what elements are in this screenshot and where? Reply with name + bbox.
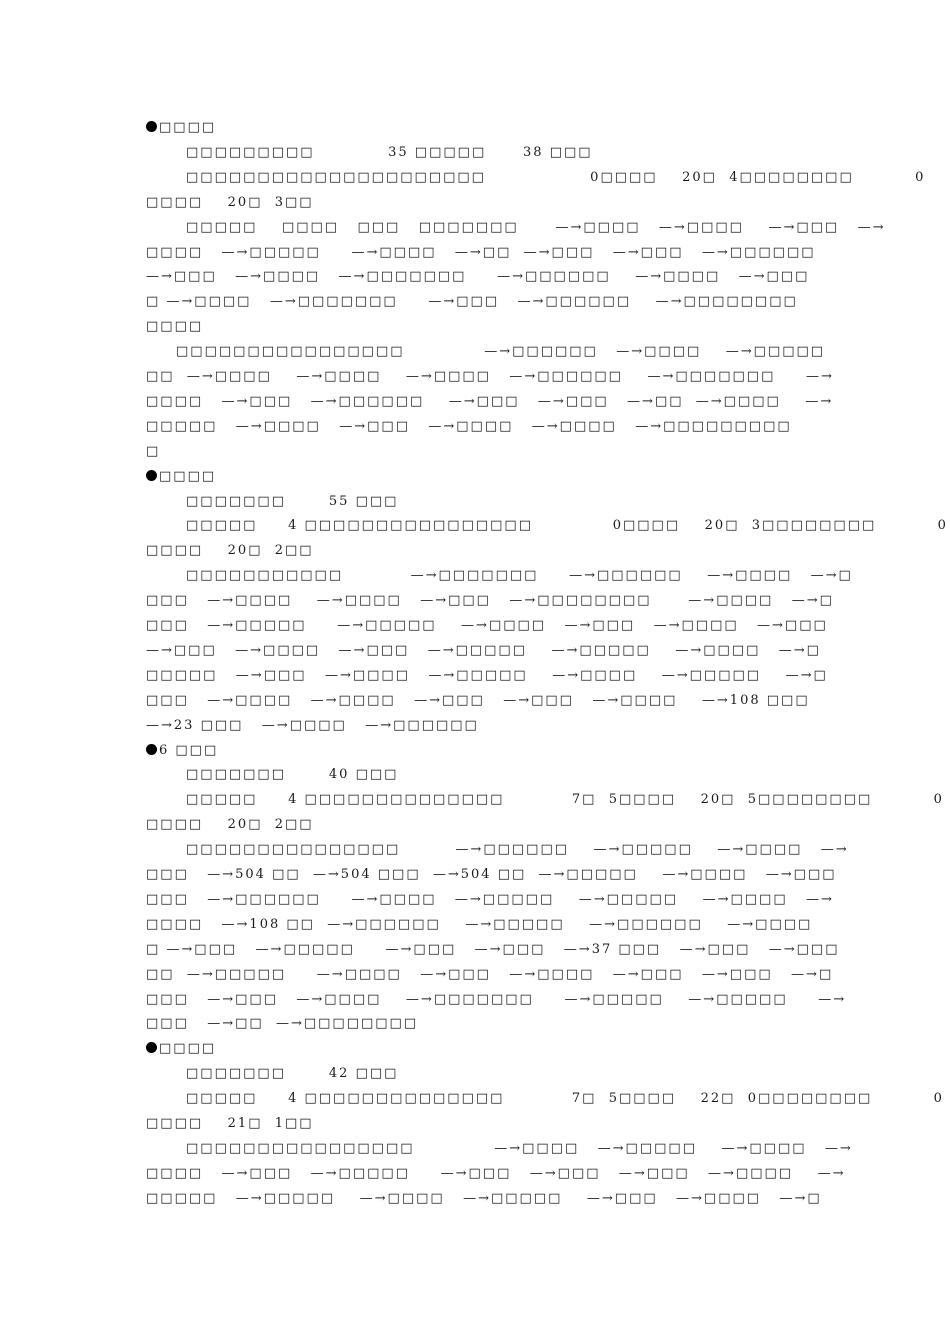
text-line: □□□□ 21□ 1□□ — [146, 1116, 314, 1131]
text-line: □□□ —→□□□ —→□□□□ —→□□□□□□□ —→□□□□□ —→□□□□□ —→ — [146, 991, 847, 1007]
text-line: □ — [146, 443, 161, 459]
bullet-icon — [146, 744, 157, 755]
section-heading — [146, 469, 216, 485]
text-line: □□□ —→□□□□ —→□□□□ —→□□□ —→□□□ —→□□□□ —→108 □□□ — [146, 692, 810, 708]
text-line: □□ —→□□□□□ —→□□□□ —→□□□ —→□□□□ —→□□□ —→□□□ —→□ — [146, 966, 834, 982]
text-line: □□□ —→504 □□ —→504 □□□ —→504 □□ —→□□□□□ —→□□□□ —→□□□ — [146, 867, 837, 882]
text-line: □□□□□□□□□ 35 □□□□□ 38 □□□ — [186, 144, 593, 160]
text-line: □□□□ —→□□□ —→□□□□□ —→□□□ —→□□□ —→□□□ —→□□□□ —→ — [146, 1165, 846, 1181]
text-line: □□□□□ —→□□□ —→□□□□ —→□□□□□ —→□□□□ —→□□□□□ —→□ — [146, 667, 828, 683]
section-title: □□□□ — [159, 120, 217, 135]
text-line: □□□□□□□□□□□ —→□□□□□□□ —→□□□□□□ —→□□□□ —→□ — [186, 568, 853, 584]
text-line: □□□□ 20□ 2□□ — [146, 817, 314, 833]
text-line: □□□□□ 4 □□□□□□□□□□□□□□ 7□ 5□□□□ 22□ 0□□□□□□□□ 0 — [186, 1091, 944, 1107]
text-line: —→□□□ —→□□□□ —→□□□ —→□□□□□ —→□□□□□ —→□□□□ —→□ — [146, 642, 821, 658]
text-line: □□□□ —→□□□ —→□□□□□□ —→□□□ —→□□□ —→□□ —→□□□□ —→ — [146, 393, 834, 409]
text-line: □□□□ — [146, 319, 204, 335]
text-line: □□□□ 20□ 2□□ — [146, 543, 314, 559]
text-line: □□□□□□□□□□□□□□□□□□□□□ 0□□□□ 20□ 4□□□□□□□□ 0 — [186, 169, 926, 185]
section-title: 6 □□□ — [159, 742, 219, 758]
text-line: —→□□□ —→□□□□ —→□□□□□□□ —→□□□□□□ —→□□□□ —→□□□ — [146, 269, 810, 285]
text-line: □□□□□□□□□□□□□□□ —→□□□□□□ —→□□□□□ —→□□□□ —→ — [186, 842, 849, 858]
text-line: □□□□ 20□ 3□□ — [146, 194, 314, 210]
text-line: □□□□□ —→□□□□□ —→□□□□ —→□□□□□ —→□□□ —→□□□□ —→□ — [146, 1190, 822, 1206]
bullet-icon — [146, 121, 157, 132]
text-line: —→23 □□□ —→□□□□ —→□□□□□□ — [146, 717, 479, 733]
text-line: □□□□□ —→□□□□ —→□□□ —→□□□□ —→□□□□ —→□□□□□□□□□ — [146, 418, 792, 434]
text-line: □□ —→□□□□ —→□□□□ —→□□□□ —→□□□□□□ —→□□□□□□□ —→ — [146, 369, 834, 384]
section-title: □□□□ — [159, 468, 217, 484]
section-title: □□□□ — [159, 1041, 217, 1057]
text-line: □□□□□□□□□□□□□□□□ —→□□□□□□ —→□□□□ —→□□□□□ — [176, 344, 826, 360]
text-line: □□□□ —→□□□□□ —→□□□□ —→□□ —→□□□ —→□□□ —→□□□□□□ — [146, 244, 816, 260]
bullet-icon — [146, 1042, 157, 1053]
text-line: □□□□□ 4 □□□□□□□□□□□□□□ 7□ 5□□□□ 20□ 5□□□□□□□□ 0 — [186, 792, 944, 808]
text-line: □□□□□ 4 □□□□□□□□□□□□□□□□ 0□□□□ 20□ 3□□□□□□□□ 0 — [186, 518, 948, 534]
section-heading — [146, 120, 216, 136]
text-line: □□□□□□□ 40 □□□ — [186, 767, 399, 783]
section-heading — [146, 743, 218, 759]
text-line: □ —→□□□□ —→□□□□□□□ —→□□□ —→□□□□□□ —→□□□□□□□□ — [146, 294, 798, 310]
section-heading — [146, 1041, 216, 1057]
text-line: □ —→□□□ —→□□□□□ —→□□□ —→□□□ —→37 □□□ —→□□□ —→□□□ — [146, 941, 840, 957]
text-line: □□□ —→□□□□□ —→□□□□□ —→□□□□ —→□□□ —→□□□□ —→□□□ — [146, 618, 828, 633]
text-line: □□□ —→□□□□□□ —→□□□□ —→□□□□□ —→□□□□□ —→□□□□ —→ — [146, 891, 834, 907]
bullet-icon — [146, 470, 157, 481]
text-line: □□□□□□□ 42 □□□ — [186, 1066, 399, 1082]
text-line: □□□□□□□ 55 □□□ — [186, 493, 399, 509]
text-line: □□□□□□□□□□□□□□□□ —→□□□□ —→□□□□□ —→□□□□ —→ — [186, 1140, 853, 1156]
text-line: □□□□□ □□□□ □□□ □□□□□□□ —→□□□□ —→□□□□ —→□□□ —→ — [186, 219, 886, 235]
text-line: □□□ —→□□ —→□□□□□□□□ — [146, 1016, 419, 1032]
text-line: □□□□ —→108 □□ —→□□□□□□ —→□□□□□ —→□□□□□□ —→□□□□ — [146, 916, 813, 932]
text-line: □□□ —→□□□□ —→□□□□ —→□□□ —→□□□□□□□□ —→□□□□ —→□ — [146, 593, 834, 609]
